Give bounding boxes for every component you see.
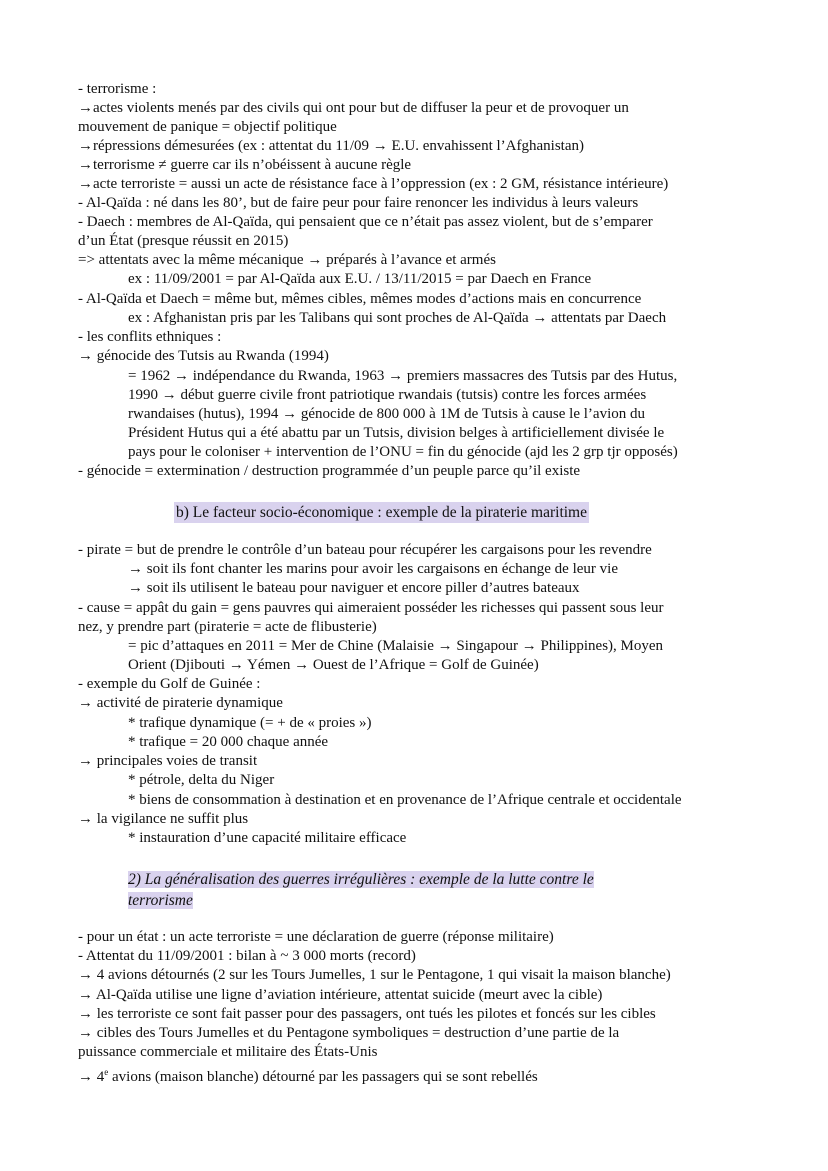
- text-line: - exemple du Golf de Guinée :: [78, 676, 261, 692]
- text-line: → Al-Qaïda utilise une ligne d’aviation intérieure, attentat suicide (meurt avec la cible): [78, 987, 603, 1003]
- text-fragment: avions (maison blanche) détourné par les passagers qui se sont rebellés: [108, 1069, 538, 1085]
- text-line: →répressions démesurées (ex : attentat du 11/09 → E.U. envahissent l’Afghanistan): [78, 138, 584, 154]
- text-line: → soit ils utilisent le bateau pour naviguer et encore piller d’autres bateaux: [128, 580, 580, 596]
- text-line: - Daech : membres de Al-Qaïda, qui pensaient que ce n’était pas assez violent, but de s’emparer: [78, 214, 653, 230]
- text-line: → 4 avions détournés (2 sur les Tours Jumelles, 1 sur le Pentagone, 1 qui visait la maison blanche): [78, 967, 671, 983]
- text-line: 1990 → début guerre civile front patriotique rwandais (tutsis) contre les forces armées: [128, 387, 647, 403]
- text-line: →terrorisme ≠ guerre car ils n’obéissent à aucune règle: [78, 157, 412, 173]
- text-line: => attentats avec la même mécanique → préparés à l’avance et armés: [78, 252, 496, 268]
- text-line: * instauration d’une capacité militaire efficace: [128, 830, 407, 846]
- text-line: - Al-Qaïda et Daech = même but, mêmes cibles, mêmes modes d’actions mais en concurrence: [78, 291, 642, 307]
- text-line: → la vigilance ne suffit plus: [78, 811, 249, 827]
- text-line: ex : Afghanistan pris par les Talibans qui sont proches de Al-Qaïda → attentats par Daech: [128, 310, 667, 326]
- text-line: - pour un état : un acte terroriste = une déclaration de guerre (réponse militaire): [78, 929, 554, 945]
- text-line: = pic d’attaques en 2011 = Mer de Chine (Malaisie → Singapour → Philippines), Moyen: [128, 638, 664, 654]
- text-line: * trafique = 20 000 chaque année: [128, 734, 329, 750]
- text-line: pays pour le coloniser + intervention de l’ONU = fin du génocide (ajd les 2 grp tjr opposés): [128, 444, 678, 460]
- text-line: →acte terroriste = aussi un acte de résistance face à l’oppression (ex : 2 GM, résistance intérieure): [78, 176, 669, 192]
- text-line: - cause = appât du gain = gens pauvres qui aimeraient posséder les richesses qui passent sous leur: [78, 600, 664, 616]
- text-line: puissance commerciale et militaire des États-Unis: [78, 1044, 378, 1060]
- section-heading-terrorism: [128, 869, 594, 911]
- text-line: = 1962 → indépendance du Rwanda, 1963 → premiers massacres des Tutsis par des Hutus,: [128, 368, 678, 384]
- heading-line: 2) La généralisation des guerres irrégulières : exemple de la lutte contre le: [128, 871, 594, 888]
- text-line: Orient (Djibouti → Yémen → Ouest de l’Afrique = Golf de Guinée): [128, 657, 539, 673]
- text-line: rwandaises (hutus), 1994 → génocide de 800 000 à 1M de Tutsis à cause le l’avion du: [128, 406, 645, 422]
- text-line: - terrorisme :: [78, 81, 157, 97]
- heading-line: terrorisme: [128, 892, 193, 909]
- text-line: - pirate = but de prendre le contrôle d’un bateau pour récupérer les cargaisons pour les revendre: [78, 542, 652, 558]
- text-line: mouvement de panique = objectif politique: [78, 119, 337, 135]
- text-line: * biens de consommation à destination et en provenance de l’Afrique centrale et occidentale: [128, 792, 682, 808]
- text-line: - génocide = extermination / destruction programmée d’un peuple parce qu’il existe: [78, 463, 581, 479]
- superscript: e: [104, 1067, 109, 1077]
- text-line: ex : 11/09/2001 = par Al-Qaïda aux E.U. / 13/11/2015 = par Daech en France: [128, 271, 592, 287]
- text-line: * pétrole, delta du Niger: [128, 772, 275, 788]
- text-line: * trafique dynamique (= + de « proies »): [128, 715, 372, 731]
- text-line: d’un État (presque réussit en 2015): [78, 233, 289, 249]
- text-line: → les terroriste ce sont fait passer pour des passagers, ont tués les pilotes et foncés sur les cibles: [78, 1006, 656, 1022]
- text-line: nez, y prendre part (piraterie = acte de flibusterie): [78, 619, 377, 635]
- text-line: - Al-Qaïda : né dans les 80’, but de faire peur pour faire renoncer les individus à leurs valeurs: [78, 195, 639, 211]
- text-line: → soit ils font chanter les marins pour avoir les cargaisons en échange de leur vie: [128, 561, 618, 577]
- text-fragment: → 4: [78, 1069, 105, 1085]
- text-line: → génocide des Tutsis au Rwanda (1994): [78, 348, 329, 364]
- text-line: → principales voies de transit: [78, 753, 258, 769]
- text-line: → activité de piraterie dynamique: [78, 695, 283, 711]
- text-line: - les conflits ethniques :: [78, 329, 222, 345]
- text-line: [78, 1063, 538, 1087]
- section-heading-piracy: b) Le facteur socio-économique : exemple de la piraterie maritime: [176, 504, 587, 521]
- text-line: - Attentat du 11/09/2001 : bilan à ~ 3 000 morts (record): [78, 948, 416, 964]
- text-line: Président Hutus qui a été abattu par un Tutsis, division belges à artificiellement divisée le: [128, 425, 665, 441]
- text-line: →actes violents menés par des civils qui ont pour but de diffuser la peur et de provoquer un: [78, 100, 629, 116]
- text-line: → cibles des Tours Jumelles et du Pentagone symboliques = destruction d’une partie de la: [78, 1025, 620, 1041]
